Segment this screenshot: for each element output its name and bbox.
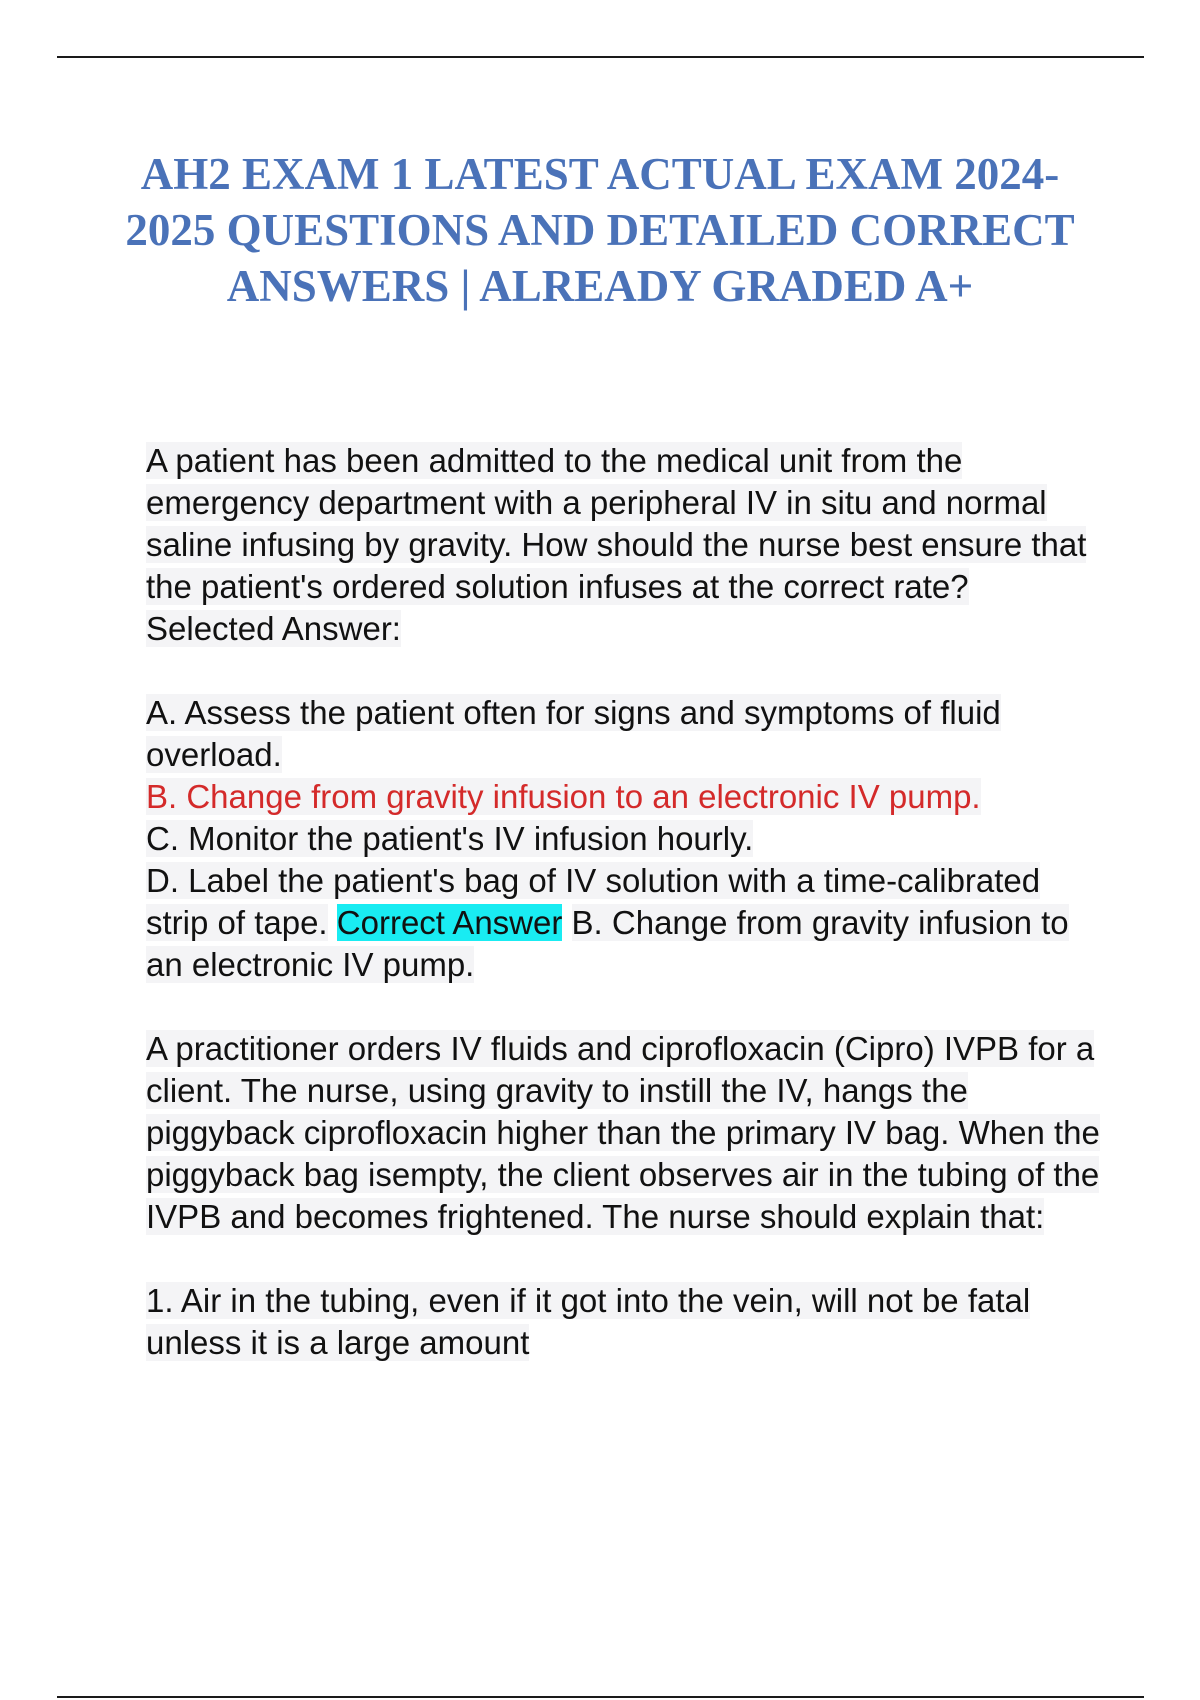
question-1-stem: A patient has been admitted to the medical unit from the emergency department with a peripheral IV in situ and normal saline infusing by gravity. How should the nurse best ensure that the patient's ordered solution infuses at the correct rate? bbox=[146, 442, 1087, 605]
question-1 bbox=[146, 440, 1106, 650]
option-d: D. Label the patient's bag of IV solution with a time-calibrated strip of tape. bbox=[146, 862, 1041, 941]
question-2-options bbox=[146, 1280, 1106, 1364]
option-b-selected: B. Change from gravity infusion to an electronic IV pump. bbox=[146, 778, 981, 815]
question-2-stem: A practitioner orders IV fluids and ciprofloxacin (Cipro) IVPB for a client. The nurse, using gravity to instill the IV, hangs the piggyback ciprofloxacin higher than the primary IV bag. When the piggyback bag isempty, the client observes air in the tubing of the IVPB and becomes frightened. The nurse should explain that: bbox=[146, 1030, 1100, 1235]
correct-answer-text: B. Change from gravity infusion to an electronic IV pump. bbox=[146, 904, 1069, 983]
selected-answer-label: Selected Answer: bbox=[146, 610, 401, 647]
question-2 bbox=[146, 1028, 1106, 1238]
question-1-options bbox=[146, 692, 1106, 986]
option-a: A. Assess the patient often for signs and symptoms of fluid overload. bbox=[146, 694, 1001, 773]
option-c: C. Monitor the patient's IV infusion hourly. bbox=[146, 820, 754, 857]
document-body bbox=[146, 440, 1106, 1364]
correct-answer-label: Correct Answer bbox=[336, 904, 563, 941]
document-title: AH2 EXAM 1 LATEST ACTUAL EXAM 2024-2025 QUESTIONS AND DETAILED CORRECT ANSWERS | ALREADY GRADED A+ bbox=[125, 149, 1075, 311]
bottom-rule bbox=[57, 1696, 1144, 1698]
option-1: 1. Air in the tubing, even if it got into the vein, will not be fatal unless it is a large amount bbox=[146, 1282, 1031, 1361]
top-rule bbox=[57, 56, 1144, 58]
